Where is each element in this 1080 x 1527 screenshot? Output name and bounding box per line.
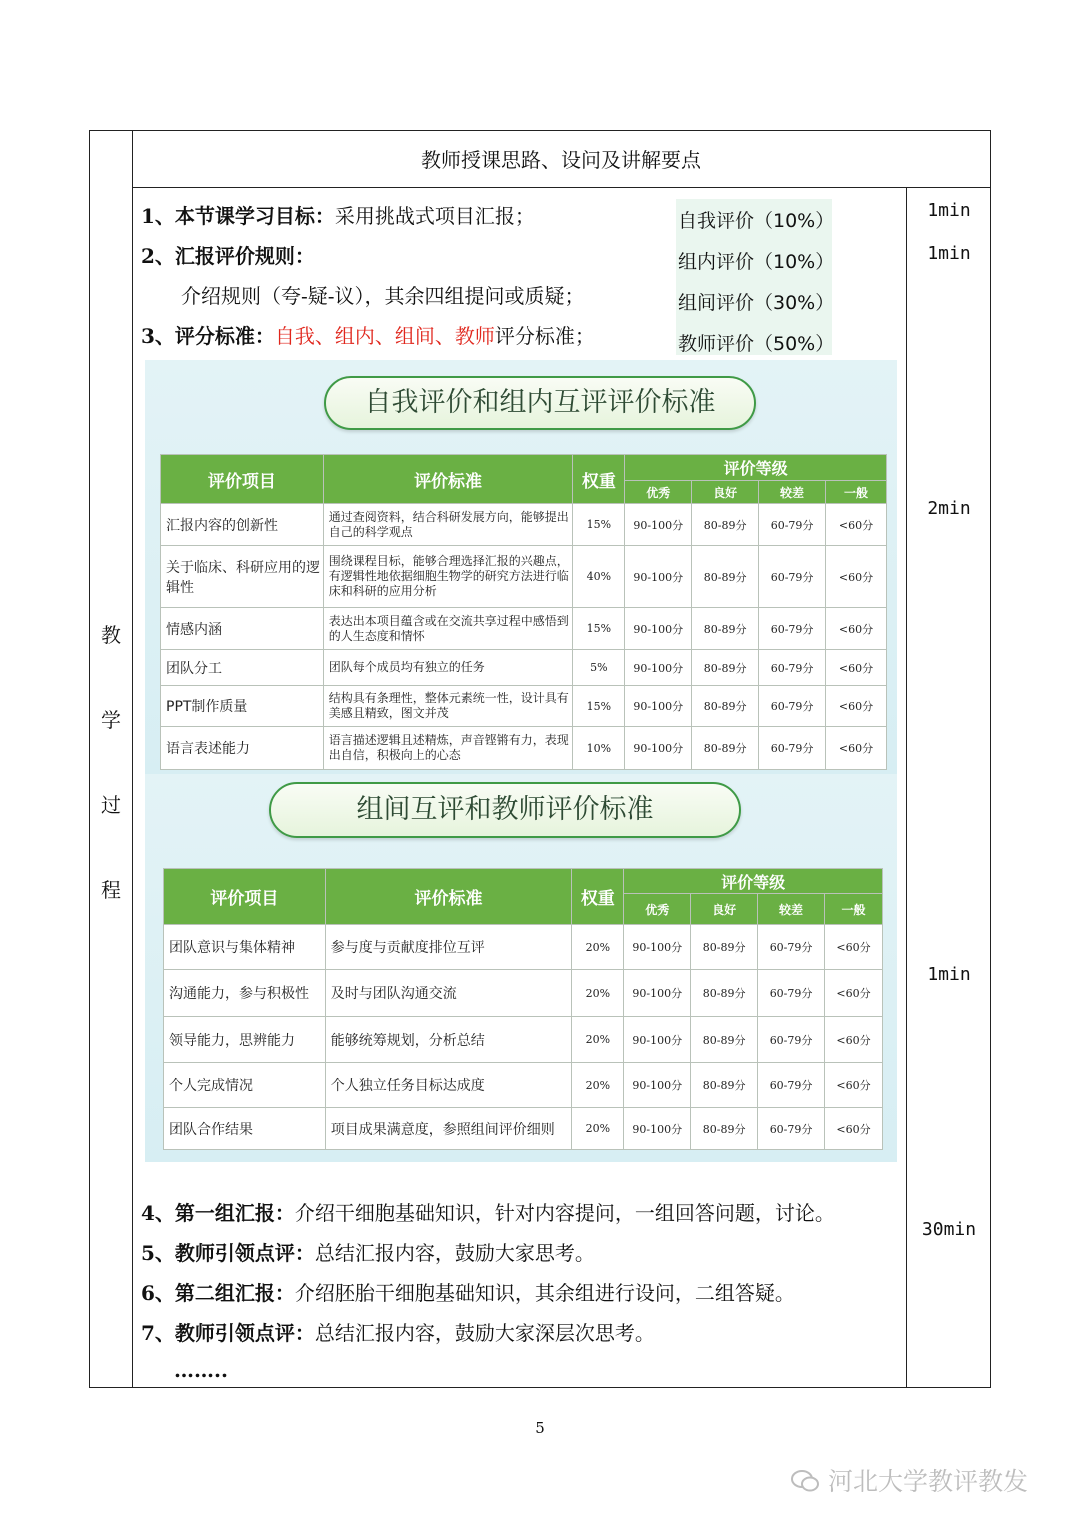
intro-line-3: 介绍规则（夸-疑-议），其余四组提问或质疑； <box>181 284 585 308</box>
step-7-text: 总结汇报内容，鼓励大家深层次思考。 <box>314 1321 655 1345</box>
wechat-icon <box>790 1467 828 1496</box>
t1-grade-good: 良好 <box>692 481 759 504</box>
table-row <box>161 504 887 546</box>
t2-r3-weight: 20% <box>572 1017 624 1063</box>
t2-r4-weight: 20% <box>572 1063 624 1108</box>
t2-r1-g4: <60分 <box>825 925 883 970</box>
t1-r5-item: PPT制作质量 <box>161 686 324 727</box>
t1-r5-weight: 15% <box>573 686 625 727</box>
intro-line-4 <box>141 320 595 349</box>
t2-r2-weight: 20% <box>572 970 624 1017</box>
t2-r5-standard: 项目成果满意度，参照组间评价细则 <box>325 1108 572 1150</box>
t1-r4-g1: 90-100分 <box>625 650 692 686</box>
intro-line-1 <box>141 200 535 229</box>
step-5-text: 总结汇报内容，鼓励大家思考。 <box>314 1241 595 1265</box>
step-6 <box>141 1277 795 1306</box>
step-ellipsis: …….. <box>174 1358 228 1382</box>
t1-header-standard: 评价标准 <box>323 455 573 504</box>
t2-r3-g2: 80-89分 <box>691 1017 758 1063</box>
t2-r3-standard: 能够统筹规划，分析总结 <box>325 1017 572 1063</box>
intro-line-1-text: 采用挑战式项目汇报； <box>334 204 535 228</box>
t2-r5-g2: 80-89分 <box>691 1108 758 1150</box>
t1-r2-weight: 40% <box>573 546 625 608</box>
t1-r6-g3: 60-79分 <box>759 727 826 770</box>
intro-line-4-text: 评分标准； <box>494 324 595 348</box>
eval-weight-group: 组内评价（10%） <box>678 251 835 273</box>
table2-title: 组间互评和教师评价标准 <box>269 782 741 838</box>
table-row <box>164 1017 883 1063</box>
t1-r1-item: 汇报内容的创新性 <box>161 504 324 546</box>
table-row <box>164 925 883 970</box>
watermark <box>790 1462 1028 1498</box>
t2-grade-average: 一般 <box>825 894 883 925</box>
intro-line-2 <box>141 240 315 269</box>
t1-r5-g4: <60分 <box>826 686 887 727</box>
t1-r3-g1: 90-100分 <box>625 608 692 650</box>
t2-r5-item: 团队合作结果 <box>164 1108 326 1150</box>
time-1: 1min <box>927 200 971 221</box>
t1-r6-standard: 语言描述逻辑且述精炼，声音铿锵有力，表现出自信，积极向上的心态 <box>323 727 573 770</box>
t2-r3-g4: <60分 <box>825 1017 883 1063</box>
t1-r3-item: 情感内涵 <box>161 608 324 650</box>
t2-r4-g4: <60分 <box>825 1063 883 1108</box>
table-row <box>161 727 887 770</box>
side-label-char-1: 教 <box>101 623 121 647</box>
t1-r1-standard: 通过查阅资料，结合科研发展方向，能够提出自己的科学观点 <box>323 504 573 546</box>
t1-grade-excellent: 优秀 <box>625 481 692 504</box>
t1-grade-poor: 较差 <box>759 481 826 504</box>
t2-header-weight: 权重 <box>572 869 624 925</box>
intro-line-4-label: 3、评分标准： <box>141 324 275 348</box>
step-7 <box>141 1317 655 1346</box>
t2-r3-g1: 90-100分 <box>624 1017 691 1063</box>
table-row <box>161 686 887 727</box>
t1-r2-standard: 围绕课程目标，能够合理选择汇报的兴趣点，有逻辑性地依据细胞生物学的研究方法进行临床和科研的应用分析 <box>323 546 573 608</box>
t1-r2-g1: 90-100分 <box>625 546 692 608</box>
t2-r1-g2: 80-89分 <box>691 925 758 970</box>
t1-r5-g1: 90-100分 <box>625 686 692 727</box>
side-label-char-2: 学 <box>101 708 121 732</box>
t1-r2-item: 关于临床、科研应用的逻辑性 <box>161 546 324 608</box>
table-row <box>161 608 887 650</box>
t2-r2-g1: 90-100分 <box>624 970 691 1017</box>
table-row <box>164 1063 883 1108</box>
t1-r4-g4: <60分 <box>826 650 887 686</box>
eval-weight-intergroup: 组间评价（30%） <box>678 292 835 314</box>
t2-r5-g1: 90-100分 <box>624 1108 691 1150</box>
t2-r3-g3: 60-79分 <box>758 1017 825 1063</box>
t1-r3-weight: 15% <box>573 608 625 650</box>
header-divider <box>132 187 990 188</box>
t2-r5-weight: 20% <box>572 1108 624 1150</box>
t2-grade-excellent: 优秀 <box>624 894 691 925</box>
criteria-table-1 <box>160 454 887 770</box>
t1-r5-g3: 60-79分 <box>759 686 826 727</box>
table1-title: 自我评价和组内互评评价标准 <box>324 376 756 430</box>
t2-r4-g1: 90-100分 <box>624 1063 691 1108</box>
t1-r3-g4: <60分 <box>826 608 887 650</box>
t2-header-item: 评价项目 <box>164 869 326 925</box>
t1-r2-g2: 80-89分 <box>692 546 759 608</box>
t1-r2-g3: 60-79分 <box>759 546 826 608</box>
t1-r6-g4: <60分 <box>826 727 887 770</box>
time-5: 30min <box>921 1219 977 1240</box>
t2-r2-g3: 60-79分 <box>758 970 825 1017</box>
t1-r5-standard: 结构具有条理性，整体元素统一性，设计具有美感且精致，图文并茂 <box>323 686 573 727</box>
t1-r3-g2: 80-89分 <box>692 608 759 650</box>
t2-r1-weight: 20% <box>572 925 624 970</box>
t1-header-item: 评价项目 <box>161 455 324 504</box>
t2-r4-item: 个人完成情况 <box>164 1063 326 1108</box>
table-header-title: 教师授课思路、设问及讲解要点 <box>421 148 701 172</box>
t1-r3-standard: 表达出本项目蕴含或在交流共享过程中感悟到的人生态度和情怀 <box>323 608 573 650</box>
table-row <box>161 546 887 608</box>
watermark-text: 河北大学教评教发 <box>827 1467 1028 1496</box>
eval-weight-self: 自我评价（10%） <box>678 210 835 232</box>
t1-r5-g2: 80-89分 <box>692 686 759 727</box>
time-4: 1min <box>927 964 971 985</box>
t2-r4-standard: 个人独立任务目标达成度 <box>325 1063 572 1108</box>
t2-r2-g4: <60分 <box>825 970 883 1017</box>
column-divider-right <box>906 187 907 1387</box>
t2-r1-g1: 90-100分 <box>624 925 691 970</box>
t2-r1-g3: 60-79分 <box>758 925 825 970</box>
intro-line-4-red: 自我、组内、组间、教师 <box>274 324 495 348</box>
t1-r4-item: 团队分工 <box>161 650 324 686</box>
t2-r2-item: 沟通能力，参与积极性 <box>164 970 326 1017</box>
time-2: 1min <box>927 243 971 264</box>
t1-r1-weight: 15% <box>573 504 625 546</box>
t2-r2-g2: 80-89分 <box>691 970 758 1017</box>
t1-r6-item: 语言表述能力 <box>161 727 324 770</box>
t1-r4-g3: 60-79分 <box>759 650 826 686</box>
t2-header-grade: 评价等级 <box>624 869 883 894</box>
criteria-table-2 <box>163 868 883 1150</box>
step-6-text: 介绍胚胎干细胞基础知识，其余组进行设问，二组答疑。 <box>294 1281 795 1305</box>
t1-r4-standard: 团队每个成员均有独立的任务 <box>323 650 573 686</box>
t2-r5-g4: <60分 <box>825 1108 883 1150</box>
t2-r1-standard: 参与度与贡献度排位互评 <box>325 925 572 970</box>
t1-r6-g1: 90-100分 <box>625 727 692 770</box>
t1-r1-g2: 80-89分 <box>692 504 759 546</box>
t1-r2-g4: <60分 <box>826 546 887 608</box>
side-label-char-3: 过 <box>101 793 121 817</box>
t2-r4-g2: 80-89分 <box>691 1063 758 1108</box>
t1-r4-weight: 5% <box>573 650 625 686</box>
t1-header-weight: 权重 <box>573 455 625 504</box>
step-4 <box>141 1197 835 1226</box>
t2-r5-g3: 60-79分 <box>758 1108 825 1150</box>
t2-header-standard: 评价标准 <box>325 869 572 925</box>
table-row <box>164 970 883 1017</box>
side-label-char-4: 程 <box>101 878 121 902</box>
t1-r1-g4: <60分 <box>826 504 887 546</box>
t1-r6-g2: 80-89分 <box>692 727 759 770</box>
step-5 <box>141 1237 595 1266</box>
t2-grade-good: 良好 <box>691 894 758 925</box>
t1-header-grade: 评价等级 <box>625 455 887 481</box>
t2-r3-item: 领导能力，思辨能力 <box>164 1017 326 1063</box>
t1-r6-weight: 10% <box>573 727 625 770</box>
t1-grade-average: 一般 <box>826 481 887 504</box>
t1-r1-g3: 60-79分 <box>759 504 826 546</box>
intro-line-2-label: 2、汇报评价规则： <box>141 244 315 268</box>
step-6-label: 6、第二组汇报： <box>141 1281 295 1305</box>
t1-r4-g2: 80-89分 <box>692 650 759 686</box>
t2-r2-standard: 及时与团队沟通交流 <box>325 970 572 1017</box>
page-number: 5 <box>535 1419 545 1437</box>
step-7-label: 7、教师引领点评： <box>141 1321 315 1345</box>
step-5-label: 5、教师引领点评： <box>141 1241 315 1265</box>
evaluation-weights-box <box>676 199 835 355</box>
t2-r4-g3: 60-79分 <box>758 1063 825 1108</box>
intro-line-1-label: 1、本节课学习目标： <box>141 204 335 228</box>
t1-r3-g3: 60-79分 <box>759 608 826 650</box>
table-row <box>164 1108 883 1150</box>
time-3: 2min <box>927 498 971 519</box>
t2-r1-item: 团队意识与集体精神 <box>164 925 326 970</box>
step-4-label: 4、第一组汇报： <box>141 1201 295 1225</box>
t1-r1-g1: 90-100分 <box>625 504 692 546</box>
t2-grade-poor: 较差 <box>758 894 825 925</box>
eval-weight-teacher: 教师评价（50%） <box>678 333 835 355</box>
step-4-text: 介绍干细胞基础知识，针对内容提问，一组回答问题，讨论。 <box>294 1201 835 1225</box>
table-row <box>161 650 887 686</box>
column-divider-left <box>132 131 133 1387</box>
